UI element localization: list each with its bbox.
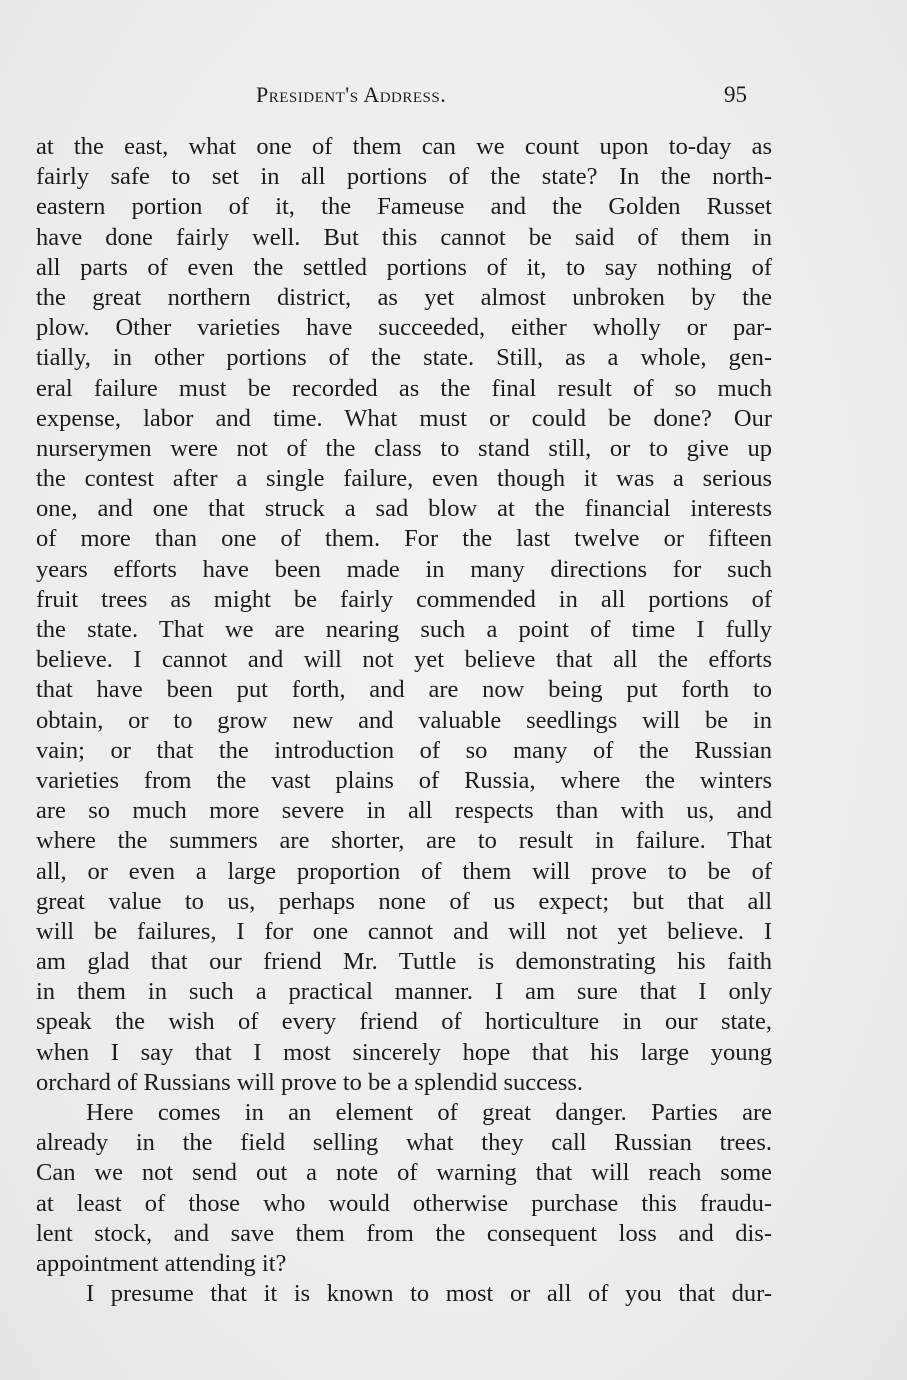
text-line: fairly safe to set in all portions of the state? In the north- [36, 163, 772, 191]
text-line: in them in such a practical manner. I am sure that I only [36, 978, 772, 1006]
text-line: at the east, what one of them can we count upon to-day as [36, 133, 772, 160]
text-line: obtain, or to grow new and valuable seedlings will be in [36, 706, 772, 734]
text-line: vain; or that the introduction of so many of the Russian [36, 736, 772, 764]
text-line: at least of those who would otherwise purchase this fraudu- [36, 1189, 772, 1217]
text-line: fruit trees as might be fairly commended in all portions of [36, 585, 772, 613]
text-line: great value to us, perhaps none of us expect; but that all [36, 887, 772, 915]
text-line: orchard of Russians will prove to be a splendid success. [36, 1068, 584, 1096]
text-line: have done fairly well. But this cannot be said of them in [36, 223, 772, 251]
text-line: already in the field selling what they call Russian trees. [36, 1129, 772, 1157]
text-line: the great northern district, as yet almost unbroken by the [36, 283, 772, 311]
running-title: President's Address. [256, 82, 447, 107]
page-header [0, 82, 907, 114]
text-line: are so much more severe in all respects than with us, and [36, 797, 772, 825]
text-line: when I say that I most sincerely hope that his large young [36, 1038, 772, 1066]
text-line: lent stock, and save them from the consequent loss and dis- [36, 1219, 772, 1247]
text-line: will be failures, I for one cannot and will not yet believe. I [36, 917, 772, 945]
text-line: believe. I cannot and will not yet believe that all the efforts [36, 646, 772, 674]
text-line: all parts of even the settled portions of it, to say nothing of [36, 253, 772, 281]
body-text [36, 132, 772, 1309]
text-line: Here comes in an element of great danger. Parties are [86, 1099, 772, 1126]
text-line: all, or even a large proportion of them will prove to be of [36, 857, 772, 885]
text-line: Can we not send out a note of warning that will reach some [36, 1159, 772, 1187]
text-line: tially, in other portions of the state. Still, as a whole, gen- [36, 344, 772, 372]
text-line: years efforts have been made in many directions for such [36, 555, 772, 583]
text-line: plow. Other varieties have succeeded, either wholly or par- [36, 314, 772, 342]
text-line: expense, labor and time. What must or could be done? Our [36, 404, 772, 432]
text-line: that have been put forth, and are now being put forth to [36, 676, 772, 704]
text-line: appointment attending it? [36, 1249, 287, 1277]
text-line: of more than one of them. For the last twelve or fifteen [36, 525, 772, 553]
text-line: am glad that our friend Mr. Tuttle is demonstrating his faith [36, 948, 772, 976]
text-line: one, and one that struck a sad blow at the financial interests [36, 495, 772, 523]
text-line: eastern portion of it, the Fameuse and the Golden Russet [36, 193, 772, 221]
text-line: the contest after a single failure, even though it was a serious [36, 465, 772, 493]
text-line: speak the wish of every friend of horticulture in our state, [36, 1008, 772, 1036]
text-line: where the summers are shorter, are to result in failure. That [36, 827, 772, 855]
text-line: nurserymen were not of the class to stand still, or to give up [36, 434, 772, 462]
text-line: the state. That we are nearing such a point of time I fully [36, 616, 772, 643]
text-line: I presume that it is known to most or all of you that dur- [86, 1280, 772, 1308]
text-line: varieties from the vast plains of Russia, where the winters [36, 766, 772, 794]
text-line: eral failure must be recorded as the final result of so much [36, 374, 772, 402]
page-number: 95 [724, 82, 747, 107]
